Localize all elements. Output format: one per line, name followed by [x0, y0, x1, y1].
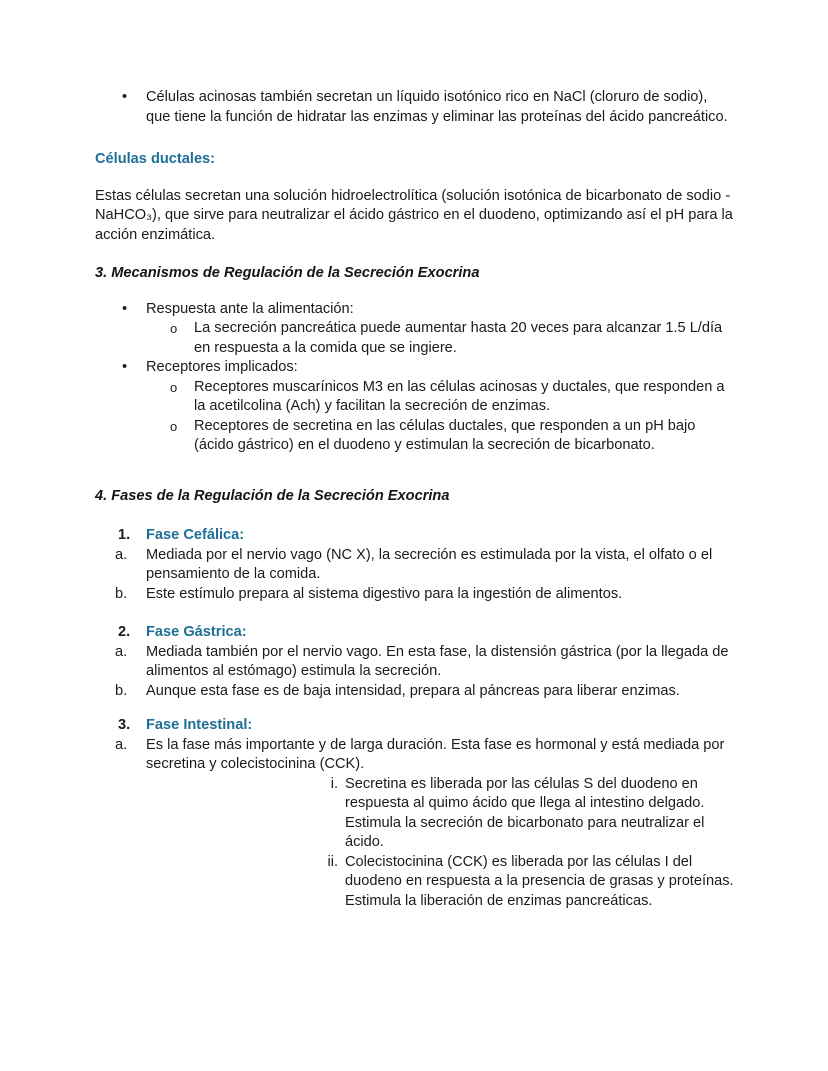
point-text: Es la fase más importante y de larga duración. Esta fase es hormonal y está mediada por secretina y colecistocinina (CCK). [146, 736, 725, 772]
bullet-marker: • [122, 89, 128, 105]
phase-cefalica-section [95, 526, 735, 604]
phase-intestinal-section [95, 716, 735, 911]
mechanism-subitem-text: Receptores muscarínicos M3 en las células acinosas y ductales, que responden a la acetilcolina (Ach) y facilitan la secreción de enzimas. [194, 378, 725, 414]
subpoint-marker: i. [330, 775, 338, 792]
phase-point [95, 736, 735, 775]
point-text: Mediada por el nervio vago (NC X), la secreción es estimulada por la vista, el olfato o el pensamiento de la comida. [146, 546, 713, 582]
phase-point [95, 682, 735, 702]
ductal-cells-heading: Células ductales: [95, 151, 216, 167]
list-subitem [95, 378, 735, 417]
circle-marker: o [170, 418, 178, 434]
point-marker: a. [115, 736, 128, 753]
phase-title-row [95, 623, 735, 643]
phase-title: Fase Cefálica: [146, 527, 245, 543]
point-marker: b. [115, 585, 128, 602]
circle-marker: o [170, 379, 178, 395]
phase-title: Fase Intestinal: [146, 717, 253, 733]
acinar-bullet-item [95, 88, 735, 127]
phase-number: 1. [118, 527, 131, 543]
subpoint-text: Colecistocinina (CCK) es liberada por las células I del duodeno en respuesta a la presencia de grasas y proteínas. Estimula la liberación de enzimas pancreáticas. [345, 853, 734, 909]
phase-title-row [95, 716, 735, 736]
mechanisms-list [95, 300, 735, 456]
point-text: Este estímulo prepara al sistema digestivo para la ingestión de alimentos. [146, 585, 623, 602]
phase-gastrica-section [95, 623, 735, 701]
mechanism-label: Respuesta ante la alimentación: [146, 300, 354, 317]
ductal-cells-paragraph: Estas células secretan una solución hidroelectrolítica (solución isotónica de bicarbonato de sodio - NaHCO₃), que sirve para neutralizar el ácido gástrico en el duodeno, optimizando así el pH para la acción enzimática. [95, 187, 733, 243]
phase-number: 2. [118, 624, 131, 640]
phase-subpoint [95, 775, 735, 853]
section-4-heading: 4. Fases de la Regulación de la Secreción Exocrina [95, 487, 450, 504]
bullet-marker: • [122, 300, 128, 317]
phase-subpoint [95, 853, 735, 912]
phase-number: 3. [118, 717, 131, 733]
phase-point [95, 643, 735, 682]
point-text: Mediada también por el nervio vago. En esta fase, la distensión gástrica (por la llegada de alimentos al estómago) estimula la secreción. [146, 643, 729, 679]
subpoint-text: Secretina es liberada por las células S del duodeno en respuesta al quimo ácido que llega al intestino delgado. Estimula la secreción de bicarbonato para neutralizar el ácido. [345, 775, 705, 850]
phase-point [95, 546, 735, 585]
mechanism-subitem-text: La secreción pancreática puede aumentar hasta 20 veces para alcanzar 1.5 L/día en respuesta a la comida que se ingiere. [194, 320, 723, 356]
list-item [95, 358, 735, 378]
circle-marker: o [170, 321, 178, 336]
list-subitem [95, 319, 735, 358]
phase-point [95, 585, 735, 605]
mechanism-subitem-text: Receptores de secretina en las células ductales, que responden a un pH bajo (ácido gástrico) en el duodeno y estimulan la secreción de bicarbonato. [194, 417, 696, 453]
point-marker: a. [115, 546, 128, 563]
list-item [95, 300, 735, 320]
section-3-heading: 3. Mecanismos de Regulación de la Secreción Exocrina [95, 265, 480, 281]
list-subitem [95, 417, 735, 456]
subpoint-marker: ii. [327, 853, 338, 870]
bullet-marker: • [122, 359, 128, 375]
mechanism-label: Receptores implicados: [146, 359, 298, 375]
point-text: Aunque esta fase es de baja intensidad, prepara al páncreas para liberar enzimas. [146, 682, 680, 699]
point-marker: b. [115, 682, 128, 699]
phase-title: Fase Gástrica: [146, 624, 247, 640]
acinar-bullet-text: Células acinosas también secretan un líquido isotónico rico en NaCl (cloruro de sodio), que tiene la función de hidratar las enzimas y eliminar las proteínas del ácido pancreático. [146, 89, 728, 125]
phase-title-row [95, 526, 735, 546]
point-marker: a. [115, 643, 128, 660]
